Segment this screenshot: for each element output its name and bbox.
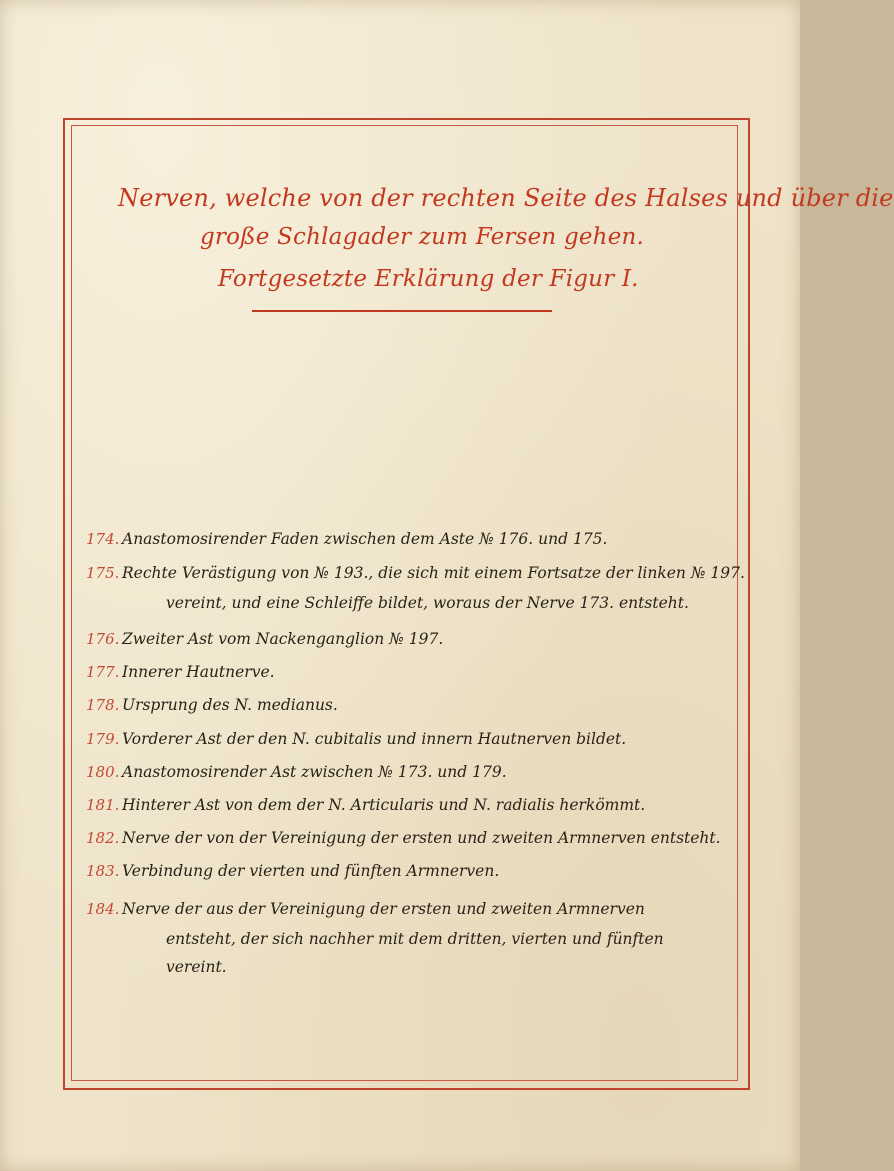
entry-number: 176.: [86, 630, 120, 648]
entry-text: Zweiter Ast vom Nackenganglion № 197.: [122, 630, 444, 648]
entry-text-continued: entsteht, der sich nachher mit dem dritten, vierten und fünften: [166, 930, 664, 948]
entry-text: Hinterer Ast von dem der N. Articularis und N. radialis herkömmt.: [122, 796, 646, 814]
title-line-2: große Schlagader zum Fersen gehen.: [200, 224, 645, 250]
title-line-1: Nerven, welche von der rechten Seite des Halses und über die: [118, 184, 894, 212]
title-line-3: Fortgesetzte Erklärung der Figur I.: [218, 266, 639, 292]
entry-text: Verbindung der vierten und fünften Armnerven.: [122, 862, 500, 880]
entry-number: 184.: [86, 900, 120, 918]
entry-number: 174.: [86, 530, 120, 548]
title-underline: [252, 310, 552, 312]
entry-text: Ursprung des N. medianus.: [122, 696, 338, 714]
entry-text: Anastomosirender Ast zwischen № 173. und 179.: [122, 763, 507, 781]
entry-text: Vorderer Ast der den N. cubitalis und innern Hautnerven bildet.: [122, 730, 627, 748]
entry-number: 175.: [86, 564, 120, 582]
entry-text: Anastomosirender Faden zwischen dem Aste № 176. und 175.: [122, 530, 608, 548]
entry-text: Nerve der von der Vereinigung der ersten und zweiten Armnerven entsteht.: [122, 829, 721, 847]
entry-text: Rechte Verästigung von № 193., die sich mit einem Fortsatze der linken № 197.: [122, 564, 745, 582]
entry-number: 177.: [86, 663, 120, 681]
entry-text-continued: vereint, und eine Schleiffe bildet, woraus der Nerve 173. entsteht.: [166, 594, 689, 612]
entry-text: Nerve der aus der Vereinigung der ersten und zweiten Armnerven: [122, 900, 645, 918]
entry-number: 180.: [86, 763, 120, 781]
entry-number: 181.: [86, 796, 120, 814]
entry-text-continued: vereint.: [166, 958, 227, 976]
entry-number: 183.: [86, 862, 120, 880]
entry-text: Innerer Hautnerve.: [122, 663, 275, 681]
entry-number: 178.: [86, 696, 120, 714]
entry-number: 182.: [86, 829, 120, 847]
entry-number: 179.: [86, 730, 120, 748]
